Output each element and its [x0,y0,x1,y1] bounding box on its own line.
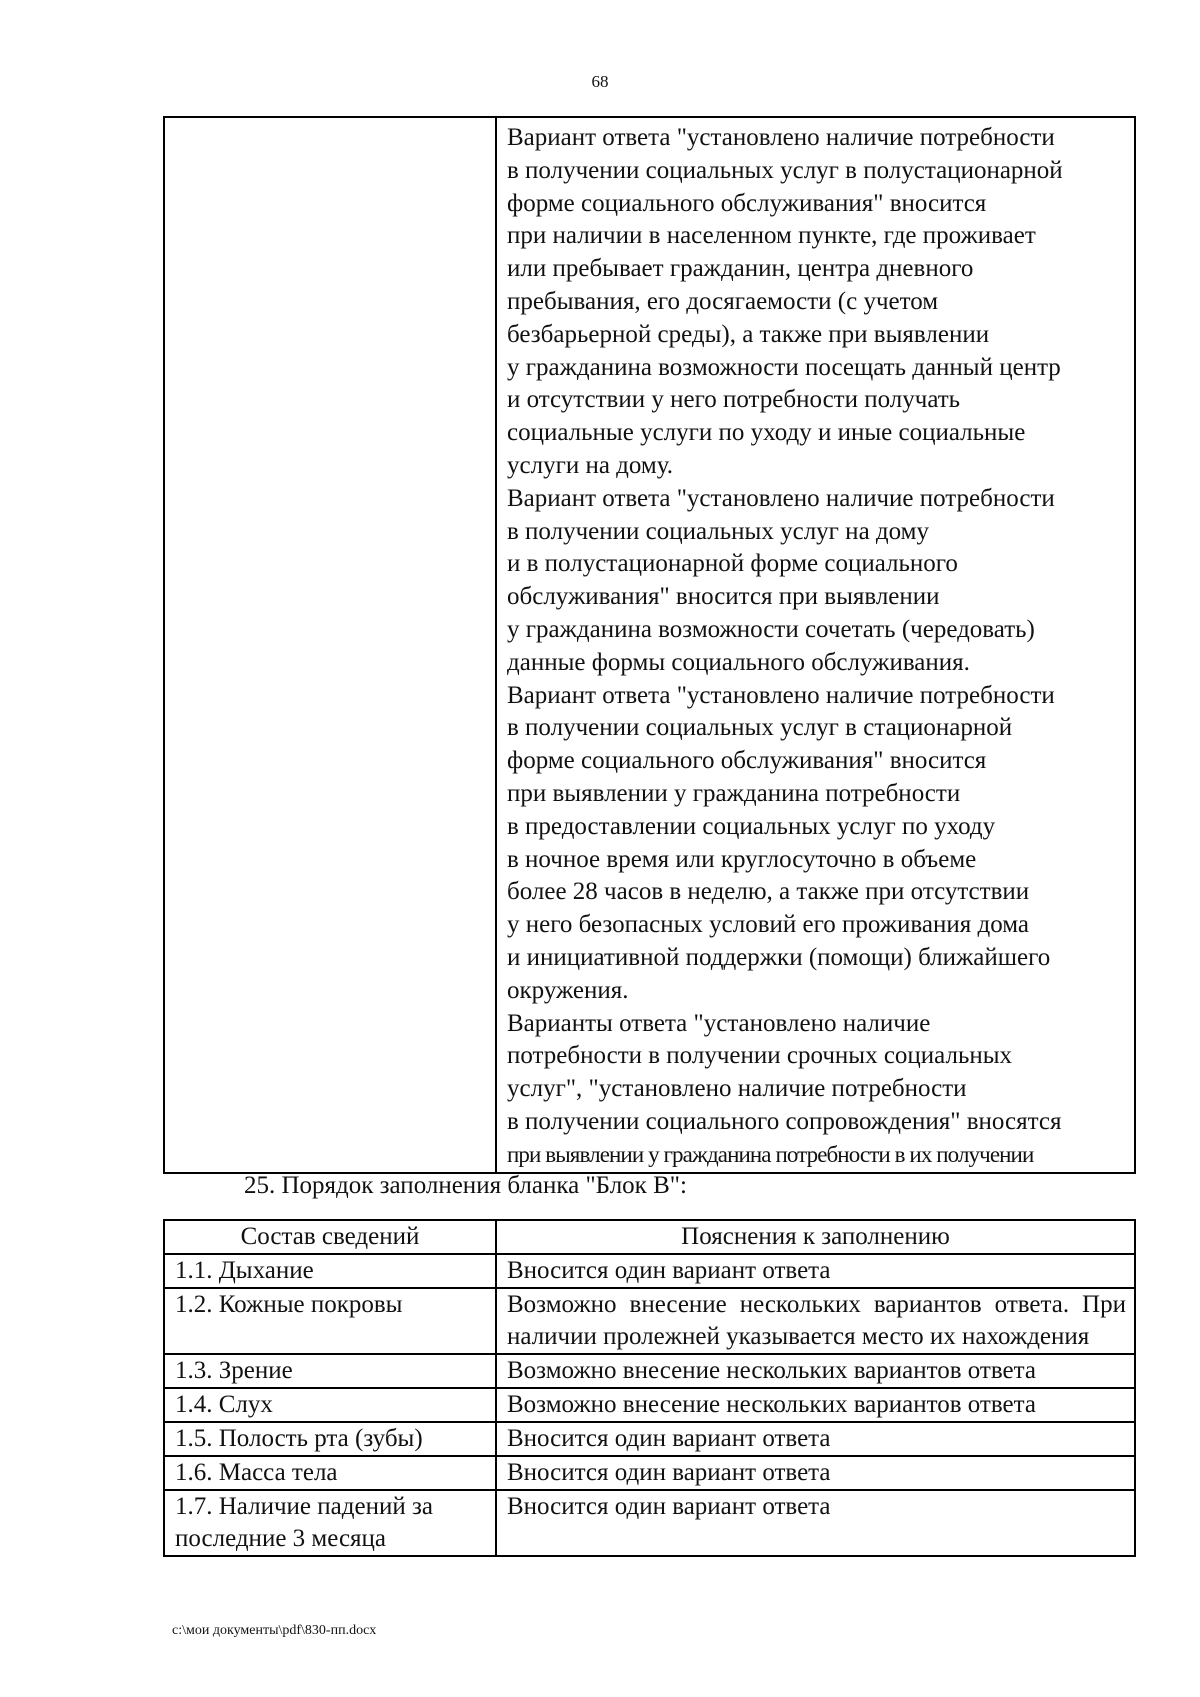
column-header: Пояснения к заполнению [496,1220,1135,1254]
block-b-table [163,1219,1136,1557]
table-row [164,1288,1135,1354]
text-line: окружения. [507,976,629,1004]
table-row [164,1354,1135,1388]
note-cell: Вносится один вариант ответа [496,1490,1135,1556]
item-cell: 1.4. Слух [164,1388,496,1422]
text-line: или пребывает гражданин, центра дневного [507,255,974,283]
text-line: при наличии в населенном пункте, где проживает [507,222,1036,250]
item-cell: 1.2. Кожные покровы [164,1288,496,1354]
text-line: у него безопасных условий его проживания дома [507,911,1029,939]
text-line: данные формы социального обслуживания. [507,648,970,676]
text-line: обслуживания" вносится при выявлении [507,583,940,611]
text-line: социальные услуги по уходу и иные социальные [507,419,1026,447]
explanation-paragraph [507,680,1132,1008]
text-line: Вариант ответа "установлено наличие потребности [507,681,1055,709]
text-line: в получении социальных услуг на дому [507,517,929,545]
text-line: потребности в получении срочных социальных [507,1042,1013,1070]
text-line: и инициативной поддержки (помощи) ближайшего [507,943,1051,971]
explanation-paragraph [507,1008,1132,1172]
note-cell: Вносится один вариант ответа [496,1254,1135,1288]
explanation-paragraph [507,483,1132,680]
text-line: в получении социальных услуг в полустационарной [507,156,1063,184]
note-cell: Возможно внесение нескольких вариантов ответа [496,1354,1135,1388]
note-cell: Вносится один вариант ответа [496,1422,1135,1456]
explanation-cell [496,117,1135,1173]
item-cell: 1.1. Дыхание [164,1254,496,1288]
item-cell: 1.7. Наличие падений за последние 3 месяца [164,1490,496,1556]
text-line: и в полустационарной форме социального [507,550,958,578]
explanation-paragraph [507,122,1132,483]
text-line: у гражданина возможности сочетать (чередовать) [507,615,1035,643]
text-line: при выявлении у гражданина потребности [507,779,961,807]
item-cell: 1.3. Зрение [164,1354,496,1388]
table-row [164,1254,1135,1288]
table-row [164,1422,1135,1456]
continuation-table [163,116,1136,1174]
item-cell: 1.5. Полость рта (зубы) [164,1422,496,1456]
text-line: форме социального обслуживания" вносится [507,189,987,217]
table-header-row [164,1220,1135,1254]
note-cell: Возможно внесение нескольких вариантов ответа. При наличии пролежней указывается место их нахождения [496,1288,1135,1354]
text-line: в получении социальных услуг в стационарной [507,714,1013,742]
text-line: пребывания, его досягаемости (с учетом [507,287,939,315]
empty-left-cell [164,117,496,1173]
note-cell: Возможно внесение нескольких вариантов ответа [496,1388,1135,1422]
text-line: у гражданина возможности посещать данный центр [507,353,1061,381]
text-line: Вариант ответа "установлено наличие потребности [507,124,1055,151]
table-row [164,1456,1135,1490]
text-line: в ночное время или круглосуточно в объеме [507,845,977,873]
text-line: Вариант ответа "установлено наличие потребности [507,484,1055,512]
table-row [164,117,1135,1173]
item-cell: 1.6. Масса тела [164,1456,496,1490]
page-number: 68 [591,72,609,91]
column-header: Состав сведений [164,1220,496,1254]
text-line: Варианты ответа "установлено наличие [507,1009,931,1037]
table-row [164,1490,1135,1556]
note-cell: Вносится один вариант ответа [496,1456,1135,1490]
text-line: форме социального обслуживания" вносится [507,747,987,775]
text-line: более 28 часов в неделю, а также при отсутствии [507,878,1030,906]
text-line: в получении социального сопровождения" вносятся [507,1107,1062,1135]
text-line: услуги на дому. [507,451,673,479]
text-line: безбарьерной среды), а также при выявлении [507,320,990,348]
text-line: услуг", "установлено наличие потребности [507,1075,967,1103]
text-line: при выявлении у гражданина потребности в их получении [507,1141,1034,1167]
footer-file-path: c:\мои документы\pdf\830-пп.docx [172,1623,377,1638]
table-row [164,1388,1135,1422]
section-heading: 25. Порядок заполнения бланка "Блок В": [244,1172,687,1199]
text-line: в предоставлении социальных услуг по уходу [507,812,996,840]
text-line: и отсутствии у него потребности получать [507,386,961,414]
